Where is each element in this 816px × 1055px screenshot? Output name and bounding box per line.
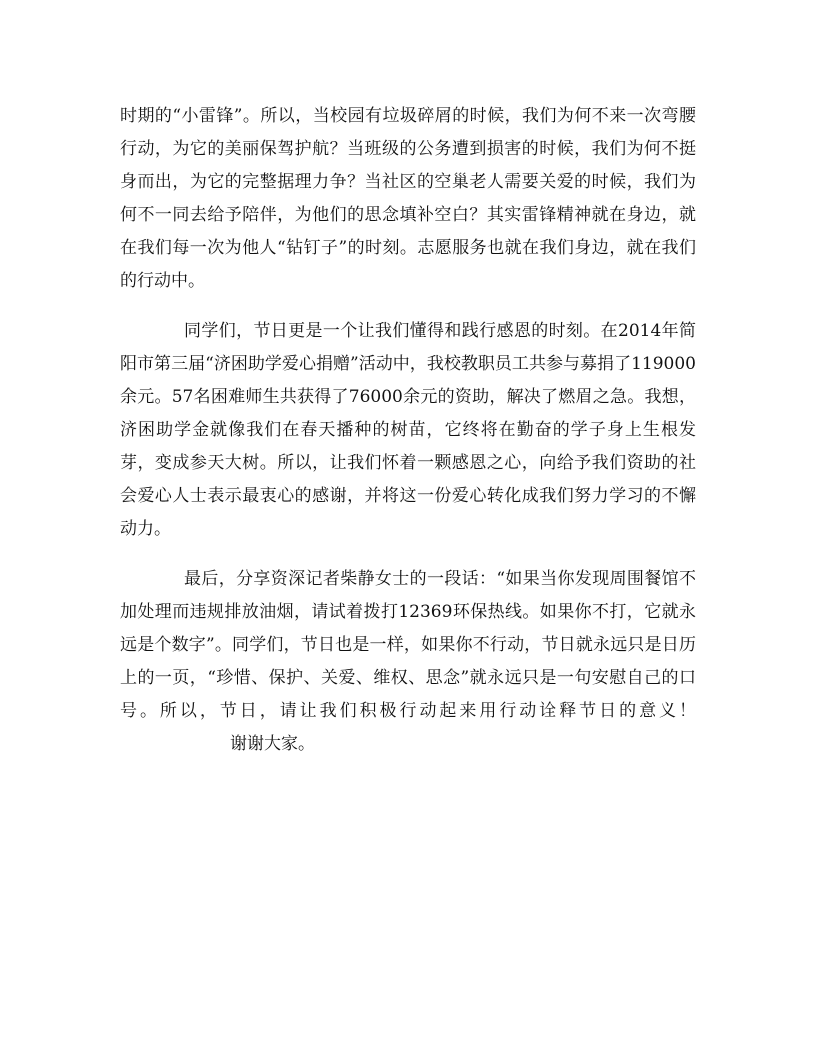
paragraph-closing-remarks <box>120 563 696 761</box>
paragraph-gratitude: 同学们，节日更是一个让我们懂得和践行感恩的时刻。在2014年简阳市第三届“济困助学爱心捐赠”活动中，我校教职员工共参与募捐了119000余元。57名困难师生共获得了76000余元的资助，解决了燃眉之急。我想，济困助学金就像我们在春天播种的树苗，它终将在勤奋的学子身上生根发芽，变成参天大树。所以，让我们怀着一颗感恩之心，向给予我们资助的社会爱心人士表示最衷心的感谢，并将这一份爱心转化成我们努力学习的不懈动力。 <box>120 321 696 539</box>
thank-you-text: 谢谢大家。 <box>230 734 315 754</box>
closing-remarks-text: 最后，分享资深记者柴静女士的一段话：“如果当你发现周围餐馆不加处理而违规排放油烟，请试着拨打12369环保热线。如果你不打，它就永远是个数字”。同学们，节日也是一样，如果你不行动，节日就永远只是日历上的一页，“珍惜、保护、关爱、维权、思念”就永远只是一句安慰自己的口号。所以，节日，请让我们积极行动起来用行动诠释节日的意义！ <box>120 569 696 721</box>
document-body <box>120 100 696 761</box>
paragraph-volunteer-service: 时期的“小雷锋”。所以，当校园有垃圾碎屑的时候，我们为何不来一次弯腰行动，为它的美丽保驾护航？当班级的公务遭到损害的时候，我们为何不挺身而出，为它的完整据理力争？当社区的空巢老人需要关爱的时候，我们为何不一同去给予陪伴，为他们的思念填补空白？其实雷锋精神就在身边，就在我们每一次为他人“钻钉子”的时刻。志愿服务也就在我们身边，就在我们的行动中。 <box>120 106 696 291</box>
